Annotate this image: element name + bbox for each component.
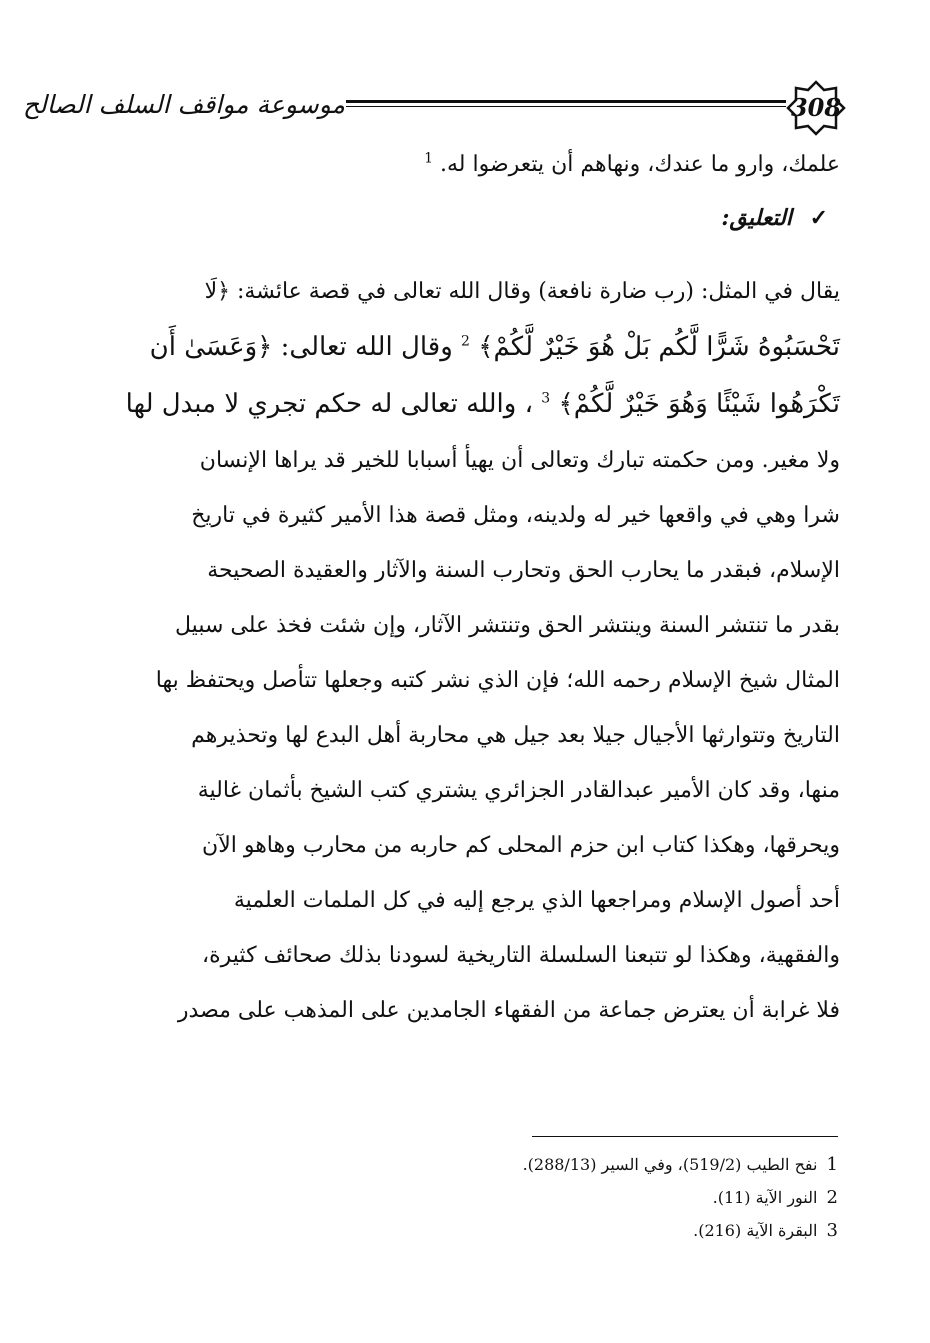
text-line: ولا مغير. ومن حكمته تبارك وتعالى أن يهيأ أسبابا للخير قد يراها الإنسان — [199, 448, 840, 473]
text-line — [80, 140, 840, 190]
line-text: وقال الله تعالى: ﴿وَعَسَىٰ أَن — [149, 332, 453, 362]
spacer — [80, 246, 840, 264]
heading-text: التعليق: — [721, 205, 792, 231]
footnote-separator — [532, 1136, 838, 1137]
footnote-ref: 2 — [461, 333, 470, 350]
footnote-number: 3 — [826, 1220, 838, 1241]
text-line: أحد أصول الإسلام ومراجعها الذي يرجع إليه في كل الملمات العلمية — [233, 888, 840, 913]
text-line — [80, 319, 840, 376]
text-line: منها، وقد كان الأمير عبدالقادر الجزائري يشتري كتب الشيخ بأثمان غالية — [197, 778, 840, 803]
text-line: شرا وهي في واقعها خير له ولدينه، ومثل قصة هذا الأمير كثيرة في تاريخ — [191, 503, 840, 528]
text-line: بقدر ما تنتشر السنة وينتشر الحق وتنتشر الآثار، وإن شئت فخذ على سبيل — [175, 613, 840, 638]
book-title: موسوعة مواقف السلف الصالح — [22, 90, 345, 119]
text-line — [80, 376, 840, 433]
header-rule — [346, 100, 786, 107]
quran-verse: تَحْسَبُوهُ شَرًّا لَّكُم بَلْ هُوَ خَيْرٌ لَّكُمْ﴾ — [478, 332, 840, 362]
text-line: التاريخ وتتوارثها الأجيال جيلا بعد جيل هي محاربة أهل البدع لها وتحذيرهم — [191, 723, 840, 748]
text-line: والفقهية، وهكذا لو تتبعنا السلسلة التاريخية لسودنا بذلك صحائف كثيرة، — [202, 943, 840, 968]
checkmark-icon: ✓ — [809, 205, 828, 231]
footnote-ref: 3 — [541, 390, 551, 407]
footnote-text: النور الآية (11). — [712, 1188, 818, 1207]
footnote — [400, 1181, 838, 1214]
page-header — [22, 70, 842, 140]
quran-verse: تَكْرَهُوا شَيْئًا وَهُوَ خَيْرٌ لَّكُمْ﴾ — [558, 389, 840, 419]
footnote-text: نفح الطيب (519/2)، وفي السير (288/13). — [522, 1155, 818, 1174]
text-line: الإسلام، فبقدر ما يحارب الحق وتحارب السنة والآثار والعقيدة الصحيحة — [207, 558, 840, 583]
footnote-number: 2 — [826, 1187, 838, 1208]
page-number-badge — [786, 80, 846, 136]
footnote — [400, 1148, 838, 1181]
line-text: ، والله تعالى له حكم تجري لا مبدل لها — [125, 389, 533, 419]
footnote-text: البقرة الآية (216). — [693, 1221, 818, 1240]
main-text — [80, 140, 840, 1038]
page-number: 308 — [790, 93, 842, 122]
text-line: فلا غرابة أن يعترض جماعة من الفقهاء الجامدين على المذهب على مصدر — [177, 998, 840, 1023]
footnote-number: 1 — [826, 1154, 838, 1175]
text-line: يقال في المثل: (رب ضارة نافعة) وقال الله تعالى في قصة عائشة: ﴿لَا — [204, 279, 840, 304]
footnotes — [400, 1148, 838, 1247]
commentary-heading — [80, 190, 840, 246]
footnote — [400, 1214, 838, 1247]
text-line: المثال شيخ الإسلام رحمه الله؛ فإن الذي نشر كتبه وجعلها تتأصل ويحتفظ بها — [155, 668, 840, 693]
text-line: ويحرقها، وهكذا كتاب ابن حزم المحلى كم حاربه من محارب وهاهو الآن — [202, 833, 840, 858]
line-text: علمك، وارو ما عندك، ونهاهم أن يتعرضوا له. — [439, 152, 840, 177]
footnote-ref: 1 — [424, 150, 433, 167]
